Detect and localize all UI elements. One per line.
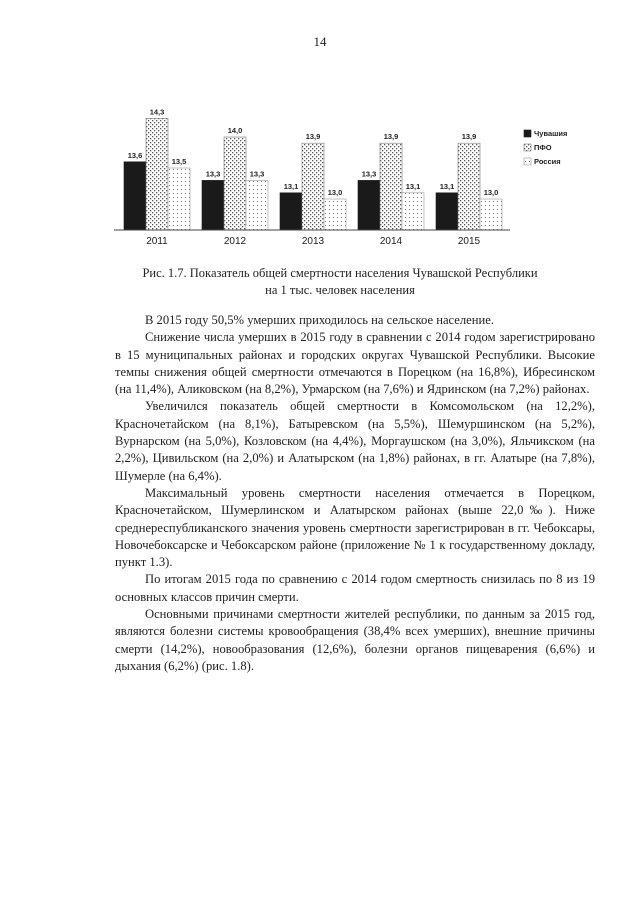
mortality-bar-chart — [100, 92, 570, 252]
bar-label-2014-s0: 13,3 — [361, 169, 377, 179]
figure-caption-line-2: на 1 тыс. человек населения — [265, 283, 415, 297]
bar-label-2014-s2: 13,1 — [405, 181, 421, 191]
bar-2015-s1 — [458, 143, 480, 230]
bar-2012-s0 — [202, 180, 224, 230]
paragraph-increase: Увеличился показатель общей смертности в Комсомольском (на 12,2%), Красночетайском (на 8,1%), Батыревском (на 5,5%), Шемуршинском (на 5,2%), Вурнарском (на 5,0%), Козловском (на 4,4%), Моргаушском (на 3,0%), Яльчикском (на 2,2%), Цивильском (на 2,0%) и Алатырском (на 1,8%) районах, в гг. Алатыре (на 7,8%), Шумерле (на 6,4%). — [115, 399, 595, 483]
legend-swatch-s2 — [524, 158, 531, 165]
bar-2015-s2 — [480, 199, 502, 230]
bar-label-2012-s2: 13,3 — [249, 169, 265, 179]
bar-2011-s0 — [124, 162, 146, 230]
bar-label-2011-s0: 13,6 — [127, 150, 143, 160]
body-text — [115, 312, 595, 675]
paragraph-decrease: Снижение числа умерших в 2015 году в сравнении с 2014 годом зарегистрировано в 15 муниципальных районах и городских округах Чувашской Республики. Высокие темпы снижения общей смертности отмечаются в Порецком (на 16,8%), Ибресинском (на 11,4%), Аликовском (на 8,2%), Урмарском (на 7,6%) и Ядринском (на 7,2%) районах. — [115, 330, 595, 397]
paragraph-main-causes: Основными причинами смертности жителей республики, по данным за 2015 год, являются болезни системы кровообращения (38,4% всех умерших), внешние причины смерти (14,2%), новообразования (12,6%), болезни органов пищеварения (6,6%) и дыхания (6,2%) (рис. 1.8). — [115, 607, 595, 673]
paragraph-causes-decline: По итогам 2015 года по сравнению с 2014 годом смертность снизилась по 8 из 19 основных классов причин смерти. — [115, 572, 595, 604]
x-tick-2014: 2014 — [379, 236, 403, 247]
bar-label-2011-s1: 14,3 — [149, 107, 165, 117]
bar-2012-s2 — [246, 180, 268, 230]
x-tick-2013: 2013 — [301, 236, 325, 247]
paragraph-maximum: Максимальный уровень смертности населения отмечается в Порецком, Красночетайском, Шумерлинском и Алатырском районах (выше 22,0‰). Ниже среднереспубликанского значения уровень смертности зарегистрирован в гг. Чебоксары, Новочебоксарске и Чебоксарском районе (приложение № 1 к государственному докладу, пункт 1.3). — [115, 485, 595, 570]
bar-label-2012-s0: 13,3 — [205, 169, 221, 179]
bar-label-2015-s1: 13,9 — [461, 132, 477, 142]
legend-swatch-s1 — [524, 144, 531, 151]
bar-label-2014-s1: 13,9 — [383, 132, 399, 142]
legend-swatch-s0 — [524, 130, 531, 137]
x-tick-2011: 2011 — [146, 236, 168, 247]
bar-label-2013-s2: 13,0 — [327, 188, 343, 197]
bar-2011-s2 — [168, 168, 190, 230]
bar-2011-s1 — [146, 118, 168, 230]
bar-2013-s0 — [280, 193, 302, 230]
bar-2014-s0 — [358, 180, 380, 230]
bar-2014-s2 — [402, 193, 424, 230]
bar-2015-s0 — [436, 193, 458, 230]
legend-label-s0: Чувашия — [534, 129, 568, 138]
figure-caption-line-1: Рис. 1.7. Показатель общей смертности населения Чувашской Республики — [142, 266, 538, 280]
bar-label-2013-s0: 13,1 — [283, 181, 299, 191]
bar-2013-s2 — [324, 199, 346, 230]
bar-label-2015-s0: 13,1 — [439, 181, 455, 191]
legend-label-s2: Россия — [534, 157, 561, 166]
paragraph-rural-share: В 2015 году 50,5% умерших приходилось на сельское население. — [145, 313, 494, 327]
x-tick-2012: 2012 — [223, 236, 247, 247]
bar-2014-s1 — [380, 143, 402, 230]
legend-label-s1: ПФО — [534, 143, 552, 152]
bar-2013-s1 — [302, 143, 324, 230]
bar-2012-s1 — [224, 137, 246, 230]
x-tick-2015: 2015 — [457, 236, 481, 247]
bar-label-2013-s1: 13,9 — [305, 132, 321, 142]
bar-label-2015-s2: 13,0 — [483, 188, 499, 197]
bar-label-2011-s2: 13,5 — [171, 157, 187, 166]
bar-label-2012-s1: 14,0 — [227, 126, 243, 135]
page-number: 14 — [313, 34, 327, 49]
